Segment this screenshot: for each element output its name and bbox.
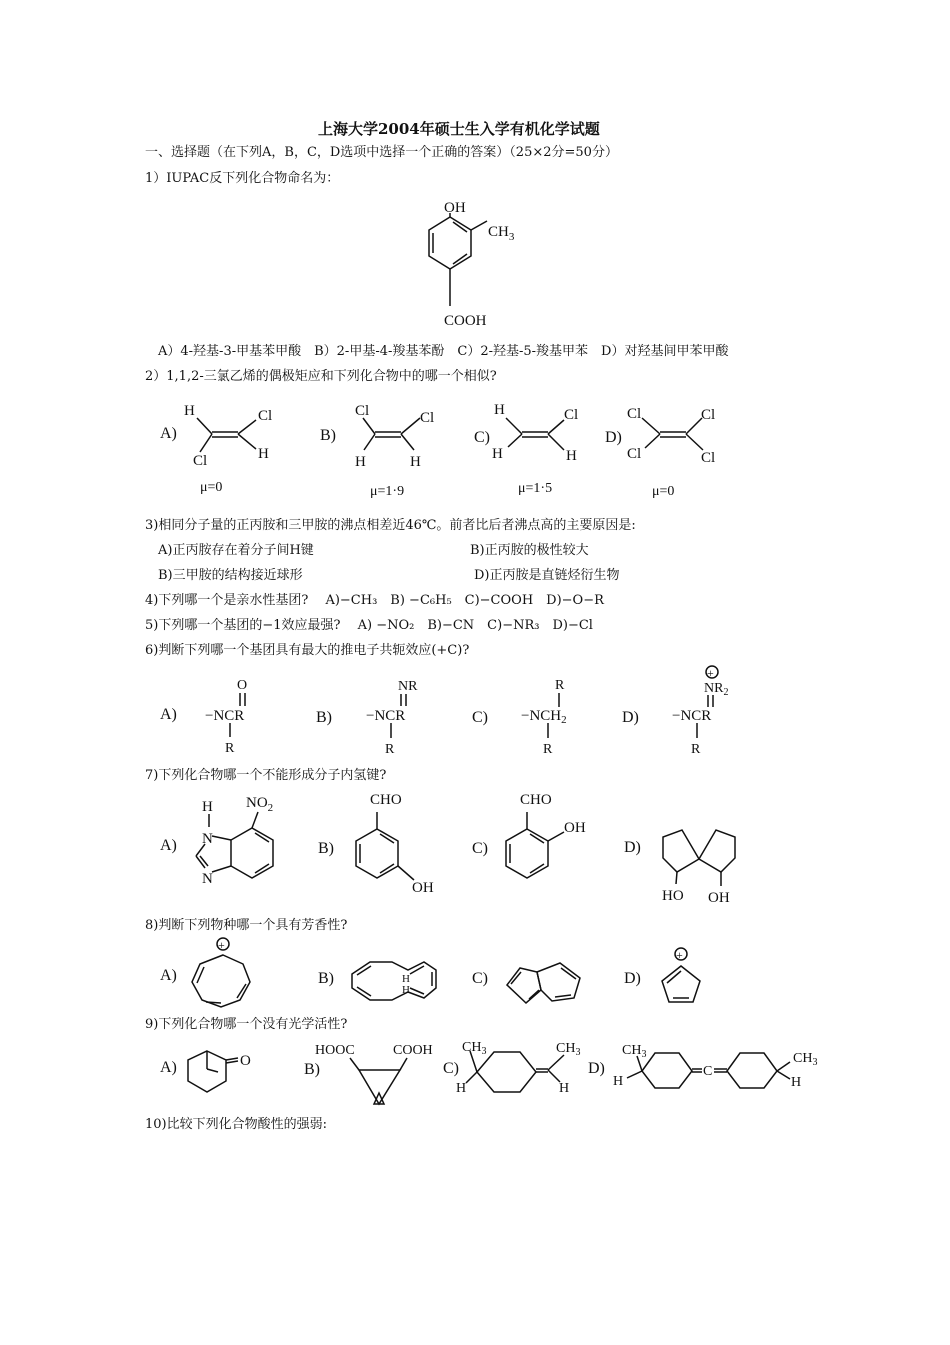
svg-text:Cl: Cl xyxy=(355,403,370,419)
q1-structure xyxy=(429,200,515,329)
svg-text:R: R xyxy=(691,742,701,757)
svg-text:C): C) xyxy=(443,1060,459,1077)
q8-stem: 8)判断下列物种哪一个具有芳香性? xyxy=(145,918,348,933)
q9-option-d[interactable] xyxy=(588,1043,817,1090)
svg-text:CH3: $CH_3$ xyxy=(622,1043,647,1060)
q2-mu-b: μ=1·9 xyxy=(370,484,405,499)
svg-text:D): D) xyxy=(588,1060,605,1077)
svg-text:A): A) xyxy=(160,1059,177,1076)
svg-text:O: O xyxy=(240,1053,251,1069)
svg-text:D): D) xyxy=(622,709,639,726)
svg-text:H: H xyxy=(791,1075,802,1090)
svg-text:Cl: Cl xyxy=(258,408,273,424)
q9-option-b[interactable] xyxy=(304,1043,433,1104)
q10-stem: 10)比较下列化合物酸性的强弱: xyxy=(145,1117,327,1132)
q2-option-c[interactable] xyxy=(474,402,578,496)
svg-text:H: H xyxy=(613,1074,624,1089)
svg-text:−NCR: −NCR xyxy=(205,708,245,724)
q6-option-d[interactable] xyxy=(622,666,728,757)
svg-text:Cl: Cl xyxy=(564,407,579,423)
svg-text:CH3: $CH_3$ xyxy=(793,1051,818,1068)
svg-text:H: H xyxy=(402,984,410,996)
q4-line: 4)下列哪一个是亲水性基团? A)−CH₃ B) −C₆H₅ C)−COOH D)−O−R xyxy=(145,593,604,608)
q8-option-c[interactable] xyxy=(472,963,580,1003)
section-heading: 一、选择题（在下列A，B，C，D选项中选择一个正确的答案）（25×2分=50分） xyxy=(145,145,618,160)
q8-option-b[interactable] xyxy=(318,962,436,1000)
svg-text:B): B) xyxy=(318,840,334,857)
svg-text:CHO: CHO xyxy=(370,792,402,808)
svg-text:C): C) xyxy=(472,840,488,857)
svg-text:N: N xyxy=(202,871,213,887)
page-title: 上海大学2004年硕士生入学有机化学试题 xyxy=(318,120,600,138)
svg-text:Cl: Cl xyxy=(420,410,435,426)
q6-option-c[interactable] xyxy=(472,678,567,757)
q3-option-d: D)正丙胺是直链烃衍生物 xyxy=(474,568,620,583)
q7-option-d[interactable] xyxy=(624,830,735,906)
q8-option-d[interactable] xyxy=(624,948,700,1002)
svg-text:O: O xyxy=(237,678,248,693)
svg-text:−NCR: −NCR xyxy=(672,708,712,724)
svg-text:+: + xyxy=(676,948,683,962)
svg-text:OH: OH xyxy=(708,890,730,906)
svg-text:COOH: COOH xyxy=(393,1043,433,1058)
q1-ch3-label: $CH_3$ xyxy=(488,224,515,243)
svg-text:H: H xyxy=(184,403,195,419)
svg-text:+: + xyxy=(707,666,714,680)
svg-text:HOOC: HOOC xyxy=(315,1043,355,1058)
q7-option-c[interactable] xyxy=(472,792,586,878)
svg-text:CH3: $CH_3$ xyxy=(556,1041,581,1058)
svg-text:C): C) xyxy=(472,709,488,726)
svg-text:+: + xyxy=(218,938,225,952)
svg-text:D): D) xyxy=(624,839,641,856)
q2-mu-d: μ=0 xyxy=(652,484,675,499)
q1-cooh-label: COOH xyxy=(444,313,487,329)
svg-text:D): D) xyxy=(624,970,641,987)
svg-text:A): A) xyxy=(160,967,177,984)
q9-option-c[interactable] xyxy=(443,1040,580,1096)
svg-text:H: H xyxy=(559,1081,570,1096)
svg-text:H: H xyxy=(410,454,421,470)
svg-text:R: R xyxy=(385,742,395,757)
svg-text:OH: OH xyxy=(412,880,434,896)
svg-text:R: R xyxy=(225,741,235,756)
q7-stem: 7)下列化合物哪一个不能形成分子内氢键? xyxy=(145,768,387,783)
svg-text:D): D) xyxy=(605,429,622,446)
q6-stem: 6)判断下列哪一个基团具有最大的推电子共轭效应(+C)? xyxy=(145,643,470,658)
svg-text:CHO: CHO xyxy=(520,792,552,808)
svg-text:H: H xyxy=(492,446,503,462)
svg-text:CH3: $CH_3$ xyxy=(462,1040,487,1057)
q9-stem: 9)下列化合物哪一个没有光学活性? xyxy=(145,1017,348,1032)
svg-text:Cl: Cl xyxy=(627,406,642,422)
svg-text:NO2: $NO_2$ xyxy=(246,795,274,814)
svg-text:A): A) xyxy=(160,706,177,723)
svg-text:Cl: Cl xyxy=(193,453,208,469)
svg-text:OH: OH xyxy=(564,820,586,836)
svg-text:H: H xyxy=(456,1081,467,1096)
svg-text:C): C) xyxy=(474,429,490,446)
svg-text:H: H xyxy=(402,973,410,985)
svg-text:H: H xyxy=(566,448,577,464)
svg-text:H: H xyxy=(258,446,269,462)
svg-text:HO: HO xyxy=(662,888,684,904)
q3-option-c: B)三甲胺的结构接近球形 xyxy=(158,568,303,583)
svg-text:B): B) xyxy=(304,1061,320,1078)
svg-text:N: N xyxy=(202,831,213,847)
q1-stem: 1）IUPAC反下列化合物命名为： xyxy=(145,171,340,186)
q3-option-a: A)正丙胺存在着分子间H键 xyxy=(158,543,314,558)
svg-text:−NCR: −NCR xyxy=(366,708,406,724)
q2-option-a[interactable] xyxy=(160,403,272,495)
svg-text:H: H xyxy=(202,799,213,815)
q9-option-a[interactable] xyxy=(160,1051,251,1092)
svg-text:H: H xyxy=(355,454,366,470)
q2-option-b[interactable] xyxy=(320,403,434,499)
svg-text:R: R xyxy=(543,742,553,757)
q3-option-b: B)正丙胺的极性较大 xyxy=(470,543,589,558)
q2-mu-c: μ=1·5 xyxy=(518,481,553,496)
q6-option-a[interactable] xyxy=(160,678,247,756)
q7-option-b[interactable] xyxy=(318,792,434,896)
svg-text:R: R xyxy=(555,678,565,693)
svg-text:NR2: $NR_2$ xyxy=(704,681,729,698)
svg-text:NR: NR xyxy=(398,679,418,694)
q2-mu-a: μ=0 xyxy=(200,480,223,495)
q3-stem: 3)相同分子量的正丙胺和三甲胺的沸点相差近46℃。前者比后者沸点高的主要原因是: xyxy=(145,518,636,533)
svg-text:C): C) xyxy=(472,970,488,987)
svg-text:A): A) xyxy=(160,837,177,854)
svg-text:C: C xyxy=(703,1064,713,1079)
svg-text:Cl: Cl xyxy=(701,450,716,466)
svg-text:Cl: Cl xyxy=(701,407,716,423)
q2-option-d[interactable] xyxy=(605,406,715,499)
q1-oh-label: OH xyxy=(444,200,466,216)
q1-options: A）4-羟基-3-甲基苯甲酸 B）2-甲基-4-羧基苯酚 C）2-羟基-5-羧基甲苯 D）对羟基间甲苯甲酸 xyxy=(158,344,729,359)
q6-option-b[interactable] xyxy=(316,679,418,757)
svg-text:B): B) xyxy=(318,970,334,987)
q5-line: 5)下列哪一个基团的−1效应最强? A) −NO₂ B)−CN C)−NR₃ D)−Cl xyxy=(145,618,593,633)
svg-text:B): B) xyxy=(316,709,332,726)
svg-text:B): B) xyxy=(320,427,336,444)
svg-text:Cl: Cl xyxy=(627,446,642,462)
svg-text:H: H xyxy=(494,402,505,418)
q7-option-a[interactable] xyxy=(160,795,273,887)
svg-text:−NCH2: $-NCH_2$ xyxy=(521,708,567,726)
q8-option-a[interactable] xyxy=(160,938,250,1007)
q2-label-a: A) xyxy=(160,425,177,442)
q2-stem: 2）1,1,2-三氯乙烯的偶极矩应和下列化合物中的哪一个相似? xyxy=(145,369,497,384)
